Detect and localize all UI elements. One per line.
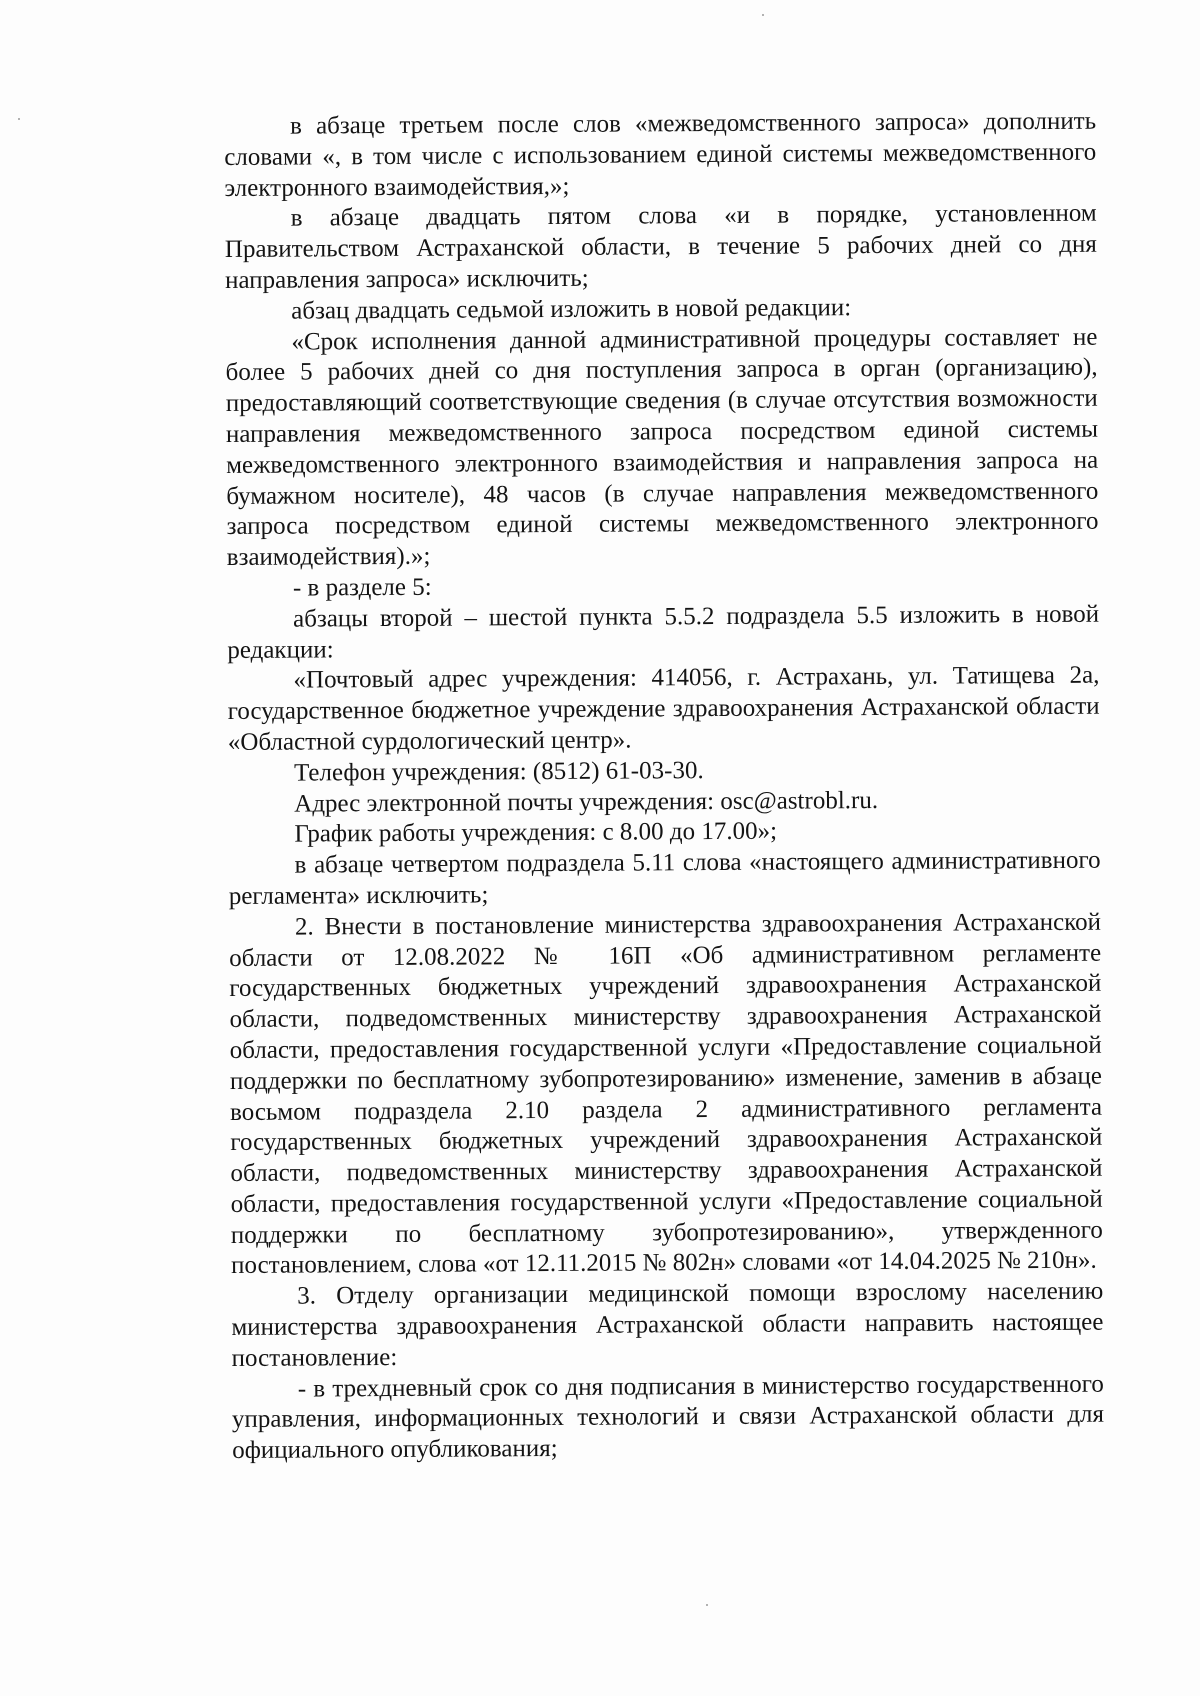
scan-speck — [18, 118, 20, 120]
paragraph-13: 3. Отделу организации медицинской помощи взрослому населению министерства здравоохранения Астраханской области направить настоящее постановление: — [231, 1277, 1104, 1372]
paragraph-1: в абзаце третьем после слов «межведомственного запроса» дополнить словами «, в том числе с использованием единой системы межведомственного электронного взаимодействия,»; — [224, 107, 1097, 202]
paragraph-11: в абзаце четвертом подраздела 5.11 слова «настоящего административного регламента» исключить; — [228, 846, 1101, 910]
document-text — [224, 107, 1104, 1467]
paragraph-14: - в трехдневный срок со дня подписания в министерство государственного управления, информационных технологий и связи Астраханской области для официального опубликования; — [231, 1370, 1105, 1465]
paragraph-5: - в разделе 5: — [292, 573, 432, 602]
paragraph-4: «Срок исполнения данной административной процедуры составляет не более 5 рабочих дней со дня поступления запроса в орган (организацию), предоставляющий соответствующие сведения (в случае отсутствия возможности направления межведомственного запроса посредством единой системы межведомственного электронного взаимодействия и направления запроса на бумажном носителе), 48 часов (в случае направления межведомственного запроса посредством единой системы межведомственного электронного взаимодействия).»; — [225, 323, 1099, 572]
paragraph-2: в абзаце двадцать пятом слова «и в порядке, установленном Правительством Астраханской области, в течение 5 рабочих дней со дня направления запроса» исключить; — [224, 200, 1097, 294]
scan-speck — [762, 14, 764, 16]
paragraph-10: График работы учреждения: с 8.00 до 17.00»; — [294, 817, 778, 848]
scan-speck — [706, 1604, 708, 1606]
paragraph-9: Адрес электронной почты учреждения: osc@astrobl.ru. — [294, 786, 879, 818]
paragraph-6: абзацы второй – шестой пункта 5.5.2 подраздела 5.5 изложить в новой редакции: — [227, 600, 1100, 664]
paragraph-3: абзац двадцать седьмой изложить в новой редакции: — [291, 293, 852, 325]
paragraph-8: Телефон учреждения: (8512) 61-03-30. — [293, 756, 704, 787]
paragraph-12: 2. Внести в постановление министерства здравоохранения Астраханской области от 12.08.2022 № 16П «Об административном регламенте государственных бюджетных учреждений здравоохранения Астраханской области, подведомственных министерству здравоохранения Астраханской области, предоставления государственной услуги «Предоставление социальной поддержки по бесплатному зубопротезированию» изменение, заменив в абзаце восьмом подраздела 2.10 раздела 2 административного регламента государственных бюджетных учреждений здравоохранения Астраханской области, подведомственных министерству здравоохранения Астраханской области, предоставления государственной услуги «Предоставление социальной поддержки по бесплатному зубопротезированию», утвержденного постановлением, слова «от 12.11.2015 № 802н» словами «от 14.04.2025 № 210н». — [229, 908, 1103, 1280]
paragraph-7: «Почтовый адрес учреждения: 414056, г. Астрахань, ул. Татищева 2а, государственное бюджетное учреждение здравоохранения Астраханской области «Областной сурдологический центр». — [227, 662, 1100, 756]
